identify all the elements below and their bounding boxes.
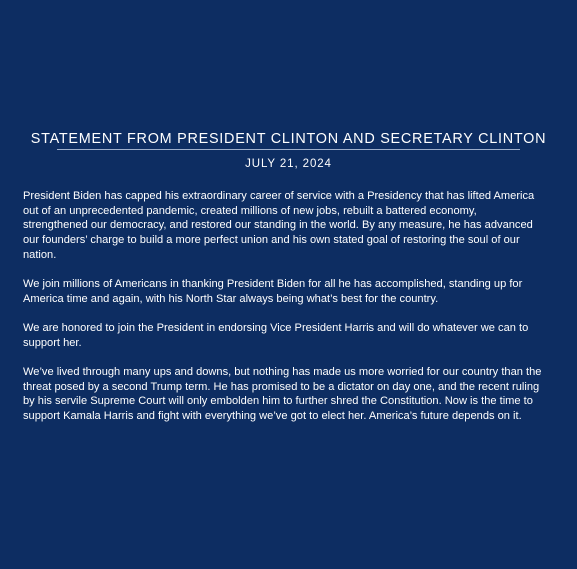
paragraph-line: threat posed by a second Trump term. He has promised to be a dictator on day one, and the recent ruling — [23, 380, 540, 393]
paragraph-line: out of an unprecedented pandemic, created millions of new jobs, rebuilt a battered economy, — [23, 204, 477, 217]
paragraph-line: President Biden has capped his extraordinary career of service with a Presidency that has lifted America — [23, 190, 535, 202]
statement-date: JULY 21, 2024 — [245, 158, 332, 170]
paragraph-line: We join millions of Americans in thanking President Biden for all he has accomplished, standing up for — [23, 278, 523, 291]
paragraph-line: our founders’ charge to build a more perfect union and his own stated goal of restoring the soul of our — [23, 234, 520, 247]
statement-title: STATEMENT FROM PRESIDENT CLINTON AND SECRETARY CLINTON — [30, 131, 547, 147]
paragraph-line: support her. — [23, 336, 82, 349]
statement-body — [23, 189, 554, 438]
paragraph-line: nation. — [23, 248, 57, 261]
paragraph-line: America time and again, with his North Star always being what’s best for the country. — [23, 292, 439, 305]
paragraph-line: We are honored to join the President in endorsing Vice President Harris and will do whatever we can to — [23, 321, 529, 334]
paragraph-3 — [23, 321, 554, 350]
paragraph-line: strengthened our democracy, and restored our standing in the world. By any measure, he has advanced — [23, 219, 533, 232]
title-divider — [57, 149, 520, 150]
paragraph-4 — [23, 365, 554, 424]
paragraph-line: by his servile Supreme Court will only embolden him to further shred the Constitution. Now is the time to — [23, 395, 533, 408]
paragraph-1 — [23, 189, 554, 263]
paragraph-line: support Kamala Harris and fight with everything we’ve got to elect her. America’s future depends on it. — [23, 409, 522, 422]
paragraph-line: We’ve lived through many ups and downs, but nothing has made us more worried for our country than the — [23, 365, 542, 378]
paragraph-2 — [23, 277, 554, 306]
